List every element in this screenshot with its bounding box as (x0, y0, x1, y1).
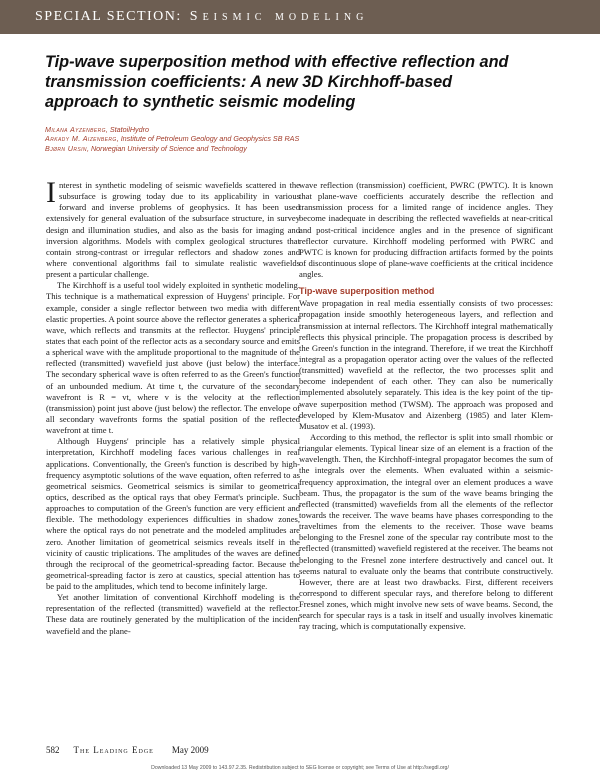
author-affiliation: Norwegian University of Science and Technology (90, 143, 247, 153)
author-affiliation: StatoilHydro (109, 125, 150, 134)
author-name: Bjørn Ursin (45, 143, 87, 153)
page-number: 582 (46, 745, 60, 755)
section-topic: Seismic modeling (189, 9, 369, 24)
issue-date: May 2009 (171, 745, 209, 755)
author-line: Bjørn Ursin, Norwegian University of Science and Technology (45, 143, 247, 153)
author-list (45, 125, 505, 153)
section-label: SPECIAL SECTION: (35, 9, 182, 24)
drop-cap: I (46, 176, 56, 209)
author-name: Milana Ayzenberg (45, 125, 106, 134)
paragraph (46, 176, 300, 280)
section-banner (0, 0, 600, 34)
right-column (299, 180, 553, 632)
paragraph: The Kirchhoff is a useful tool widely exploited in synthetic modeling. This technique is a mathematical expression of Huygens' principle. For example, consider a single reflector between two media with different elastic properties. A point source above the reflector generates a spherical wave, which reflects and transmits at the reflector. Huygens' principle states that each point of the reflector acts as a secondary source and emits a spherical wave with the amplitude proportional to the magnitude of the reflected (transmitted) wavefield just above (just below) the interface. The secondary spherical wave is often referred to as the Green's function of an unbounded medium. At time t, the curvature of the secondary wavefront is R = vt, where v is the velocity at the reflection (transmission) point just above (just below) the reflector. The envelope of all secondary wavefronts forms the spatial position of the reflected wavefront at time t. (46, 280, 300, 436)
journal-name: The Leading Edge (73, 745, 154, 755)
page-footer (46, 745, 554, 755)
author-name: Arkady M. Aizenberg (45, 134, 117, 144)
paragraph: Wave propagation in real media essentially consists of two processes: propagation inside smoothly heterogeneous layers, and reflection and transmission at internal reflectors. The Kirchhoff integral mathematically reflects this physical principle. The propagation process is described by the Green's function in the integrand. Therefore, if we treat the Kirchhoff integral as a propagation operator acting over the values of the reflected (transmitted) wavefield at the reflector, the two processes split and become independent of each other. They can also be numerically implemented absolutely separately. This idea is the key point of the tip-wave superposition method (TWSM). The approach was proposed and developed by Klem-Musatov and Aizenberg (1985) and later Klem-Musatov et al. (1993). (299, 298, 553, 431)
paragraph: Yet another limitation of conventional Kirchhoff modeling is the representation of the reflected (transmitted) wavefield at the reflector. These data are routinely generated by the multiplication of the incident wavefield and the plane- (46, 592, 300, 636)
section-heading: Tip-wave superposition method (299, 286, 435, 297)
paragraph: According to this method, the reflector is split into small rhombic or triangular elements. Typical linear size of an element is a fraction of the wavelength. Then, the Kirchhoff-integral propagator becomes the sum of the integrals over the elements. When evaluated within a seismic-frequency approximation, the integral over an element produces a wave beam. Thus, the propagator is the sum of the wave beams bringing the reflected (transmitted) wavefields from all the elements of the reflector towards the receiver. The wave beams have phases corresponding to the traveltimes from the elements to the receiver. Those wave beams belonging to the Fresnel zone of the specular ray contribute most to the reflected (transmitted) wavefield registered at the receiver. The beams not belonging to the Fresnel zone interfere destructively and cancel out. It seems natural to evaluate only the beams that contribute constructively. However, there are at least two drawbacks. First, different receivers correspond to different specular rays, and therefore belong to different Fresnel zones, which might involve new sets of wave beams. Second, the search for specular rays is a task in itself and usually involves kinematic ray tracing, which is computationally expensive. (299, 431, 553, 632)
author-line: Arkady M. Aizenberg, Institute of Petroleum Geology and Geophysics SB RAS (45, 134, 300, 144)
left-column (46, 176, 300, 637)
article-title: Tip-wave superposition method with effective reflection and transmission coefficients: A new 3D Kirchhoff-based approach to synthetic seismic modeling (45, 53, 509, 111)
author-line: Milana Ayzenberg, StatoilHydro (45, 125, 150, 134)
paragraph: Although Huygens' principle has a relatively simple physical interpretation, Kirchhoff modeling faces various challenges in real applications. Conventionally, the Green's function is described by high-frequency asymptotic solutions of the wave equation, often referred to as geometrical seismics. Geometrical seismics is similar to geometrical optics, described as the optical rays that obey Fermat's principle. Such approaches to computation of the Green's function are very efficient and flexible. The methodology experiences difficulties in shadow zones, where the optical rays do not penetrate and the modeled amplitudes are zero. Another limitation of geometrical seismics reveals itself in the vicinity of caustic triplications. The amplitudes of the waves are defined through the reciprocal of the geometrical-spreading factor. Because the geometrical-spreading factor is zero at caustics, special attention has to be paid to the amplitudes, which tend to become infinitely large. (46, 436, 300, 592)
paragraph-text: nterest in synthetic modeling of seismic wavefields scattered in the subsurface is growing today due to its applicability in various forward and inverse problems of geophysics. It has been used extensively for general evaluation of the subsurface structure, in survey design and illumination studies, and also as the basis for imaging and inversion algorithms. Models with complex geological structures that contain strong-contrast or irregular reflectors and shadow zones and where conventional algorithms fail to simulate realistic wavefields present a particular challenge. (46, 180, 300, 280)
download-notice: Downloaded 13 May 2009 to 143.97.2.35. Redistribution subject to SEG license or copyright; see Terms of Use at http://segdl.org/ (151, 765, 449, 771)
author-affiliation: Institute of Petroleum Geology and Geophysics SB RAS (120, 134, 300, 144)
banner-text (35, 9, 368, 25)
paragraph: wave reflection (transmission) coefficient, PWRC (PWTC). It is known that plane-wave coefficients accurately describe the reflection and transmission process for a limited range of incidence angles. They become inadequate in describing the reflected wavefields at near-critical and post-critical incidence angles and in the presence of significant reflector curvature. Kirchhoff modeling performed with PWRC and PWTC is known for producing diffraction artifacts formed by the points of discontinuous slope of plane-wave coefficients at the critical incidence angles. (299, 180, 553, 280)
